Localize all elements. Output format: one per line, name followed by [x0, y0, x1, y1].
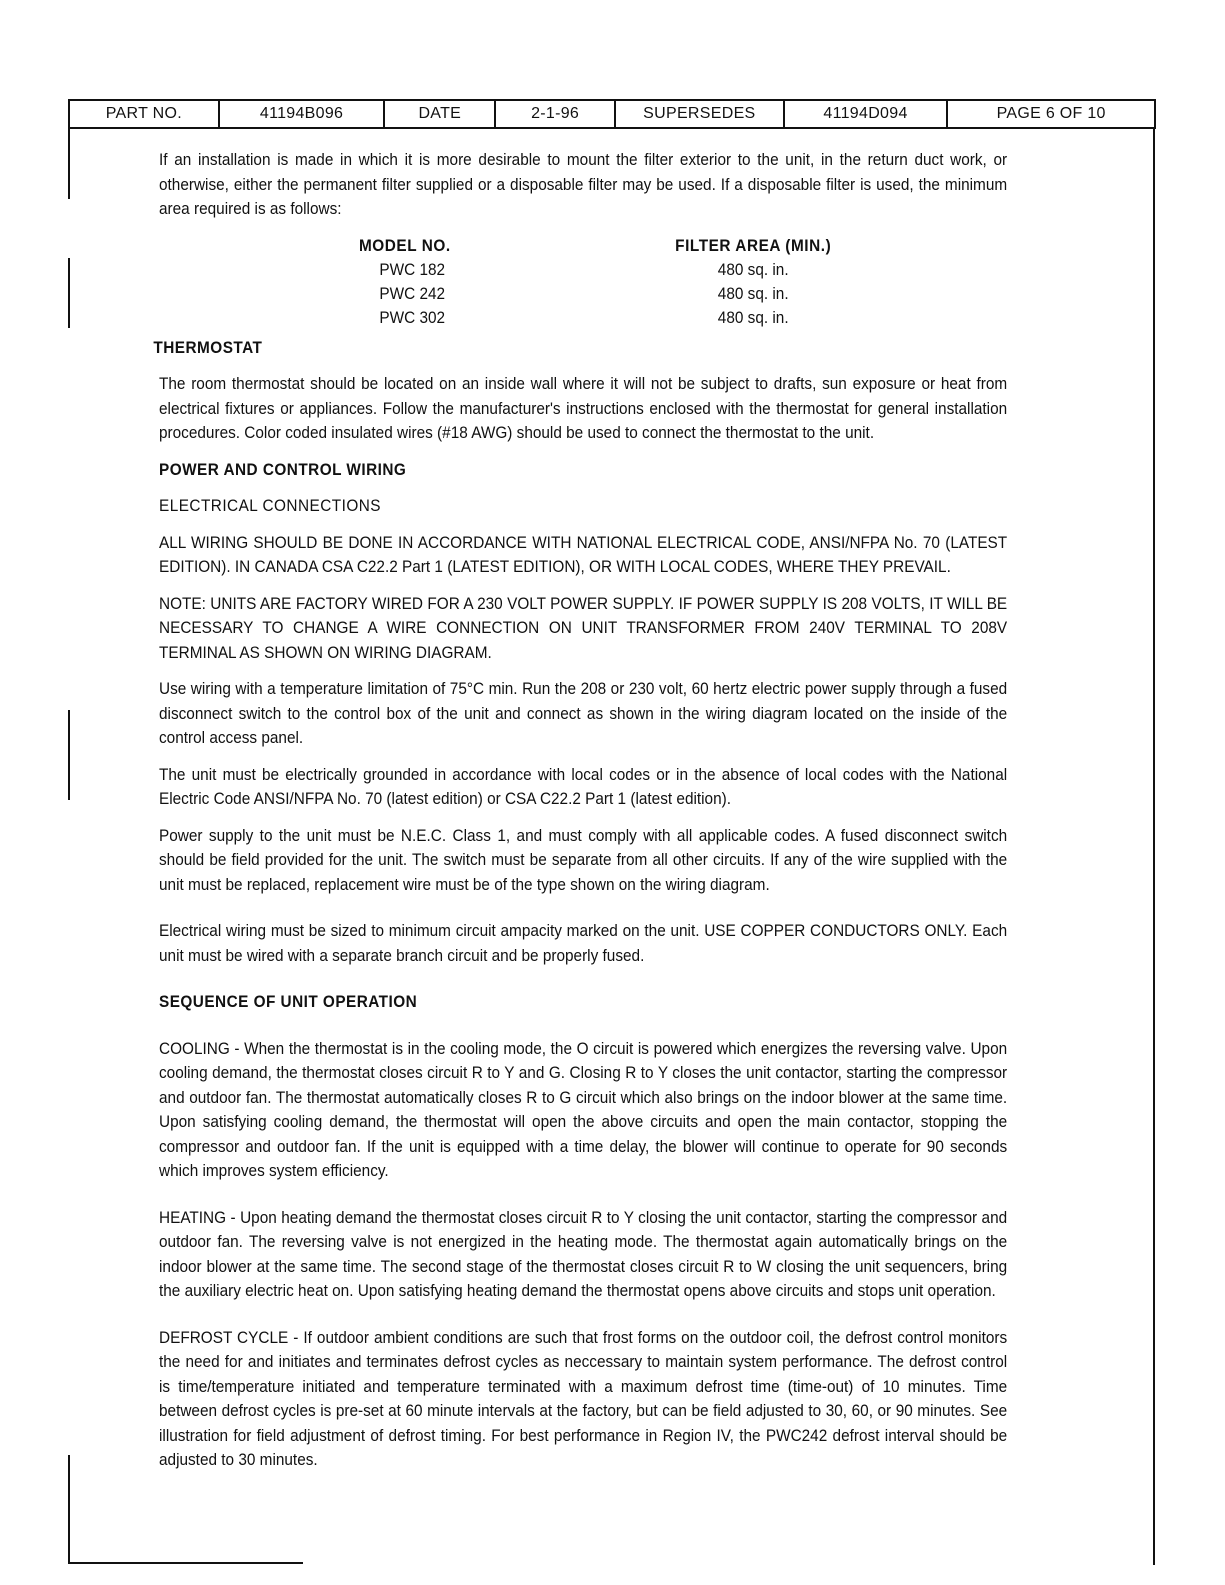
electrical-connections-subheading: ELECTRICAL CONNECTIONS	[159, 497, 381, 515]
thermostat-heading: THERMOSTAT	[153, 338, 263, 357]
filter-area-column-header: FILTER AREA (MIN.)	[675, 236, 832, 255]
left-margin-rule	[68, 129, 70, 199]
model-cell: PWC 182	[379, 260, 446, 279]
filter-area-cell: 480 sq. in.	[717, 308, 789, 327]
wiring-temperature-paragraph: Use wiring with a temperature limitation of 75°C min. Run the 208 or 230 volt, 60 hertz electric power supply through a fused disconnect switch to the control box of the unit and connect as shown in the wiring diagram located on the inside of the control access panel.	[159, 680, 1008, 747]
part-no-label: PART NO.	[70, 101, 220, 127]
left-margin-rule	[68, 258, 70, 328]
intro-paragraph: If an installation is made in which it is more desirable to mount the filter exterior to the unit, in the return duct work, or otherwise, either the permanent filter supplied or a disposable filter may be used. If a disposable filter is used, the minimum area required is as follows:	[159, 151, 1008, 218]
model-cell: PWC 302	[379, 308, 446, 327]
model-column-header: MODEL NO.	[358, 236, 451, 255]
filter-area-column	[675, 234, 831, 330]
filter-area-table	[159, 234, 1007, 330]
document-header-table	[68, 99, 1156, 129]
voltage-note-paragraph: NOTE: UNITS ARE FACTORY WIRED FOR A 230 VOLT POWER SUPPLY. IF POWER SUPPLY IS 208 VOLTS, IT WILL BE NECESSARY TO CHANGE A WIRE CONNECTION ON UNIT TRANSFORMER FROM 240V TERMINAL TO 208V TERMINAL AS SHOWN ON WIRING DIAGRAM.	[159, 594, 1008, 662]
part-no-value: 41194B096	[220, 101, 386, 127]
right-margin-rule	[1153, 129, 1155, 1565]
page-body	[153, 148, 1008, 1485]
supersedes-label: SUPERSEDES	[616, 101, 785, 127]
wiring-code-paragraph: ALL WIRING SHOULD BE DONE IN ACCORDANCE WITH NATIONAL ELECTRICAL CODE, ANSI/NFPA No. 70 (LATEST EDITION). IN CANADA CSA C22.2 Part 1 (LATEST EDITION), OR WITH LOCAL CODES, WHERE THEY PREVAIL.	[159, 533, 1008, 576]
power-wiring-heading: POWER AND CONTROL WIRING	[159, 460, 407, 479]
left-margin-rule	[68, 1455, 70, 1563]
bottom-rule	[68, 1562, 303, 1564]
cooling-paragraph: COOLING - When the thermostat is in the cooling mode, the O circuit is powered which energizes the reversing valve. Upon cooling demand, the thermostat closes circuit R to Y and G. Closing R to Y closes the unit contactor, starting the compressor and outdoor fan. The thermostat automatically closes R to G circuit which also brings on the indoor blower at the same time. Upon satisfying cooling demand, the thermostat will open the above circuits and open the main contactor, stopping the compressor and outdoor fan. If the unit is equipped with a time delay, the blower will continue to operate for 90 seconds which improves system efficiency.	[159, 1039, 1008, 1180]
defrost-paragraph: DEFROST CYCLE - If outdoor ambient conditions are such that frost forms on the outdoor coil, the defrost control monitors the need for and initiates and terminates defrost cycles as neccessary to maintain system performance. The defrost control is time/temperature initiated and temperature terminated with a maximum defrost time (time-out) of 10 minutes. Time between defrost cycles is pre-set at 60 minute intervals at the factory, but can be field adjusted to 30, 60, or 90 minutes. See illustration for field adjustment of defrost timing. For best performance in Region IV, the PWC242 defrost interval should be adjusted to 30 minutes.	[159, 1328, 1008, 1469]
left-margin-rule	[68, 710, 70, 800]
conductor-paragraph: Electrical wiring must be sized to minimum circuit ampacity marked on the unit. USE COPPER CONDUCTORS ONLY. Each unit must be wired with a separate branch circuit and be properly fused.	[159, 922, 1008, 965]
filter-area-cell: 480 sq. in.	[717, 260, 789, 279]
date-label: DATE	[385, 101, 496, 127]
filter-area-cell: 480 sq. in.	[717, 284, 789, 303]
supersedes-value: 41194D094	[785, 101, 949, 127]
model-column	[359, 234, 675, 330]
power-supply-paragraph: Power supply to the unit must be N.E.C. Class 1, and must comply with all applicable codes. A fused disconnect switch should be field provided for the unit. The switch must be separate from all other circuits. If any of the wire supplied with the unit must be replaced, replacement wire must be of the type shown on the wiring diagram.	[159, 826, 1008, 894]
sequence-heading: SEQUENCE OF UNIT OPERATION	[159, 993, 418, 1011]
model-cell: PWC 242	[379, 284, 446, 303]
date-value: 2-1-96	[496, 101, 616, 127]
grounding-paragraph: The unit must be electrically grounded in accordance with local codes or in the absence of local codes with the National Electric Code ANSI/NFPA No. 70 (latest edition) or CSA C22.2 Part 1 (latest edition).	[159, 765, 1008, 808]
page-number: PAGE 6 OF 10	[996, 105, 1106, 122]
thermostat-paragraph: The room thermostat should be located on an inside wall where it will not be subject to drafts, sun exposure or heat from electrical fixtures or appliances. Follow the manufacturer's instructions enclosed with the thermostat for general installation procedures. Color coded insulated wires (#18 AWG) should be used to connect the thermostat to the unit.	[159, 375, 1008, 442]
heating-paragraph: HEATING - Upon heating demand the thermostat closes circuit R to Y closing the unit contactor, starting the compressor and outdoor fan. The reversing valve is not energized in the heating mode. The thermostat again automatically brings on the indoor blower at the same time. The second stage of the thermostat closes circuit R to W closing the unit sequencers, bring the auxiliary electric heat on. Upon satisfying heating demand the thermostat opens above circuits and stops unit operation.	[159, 1208, 1008, 1300]
